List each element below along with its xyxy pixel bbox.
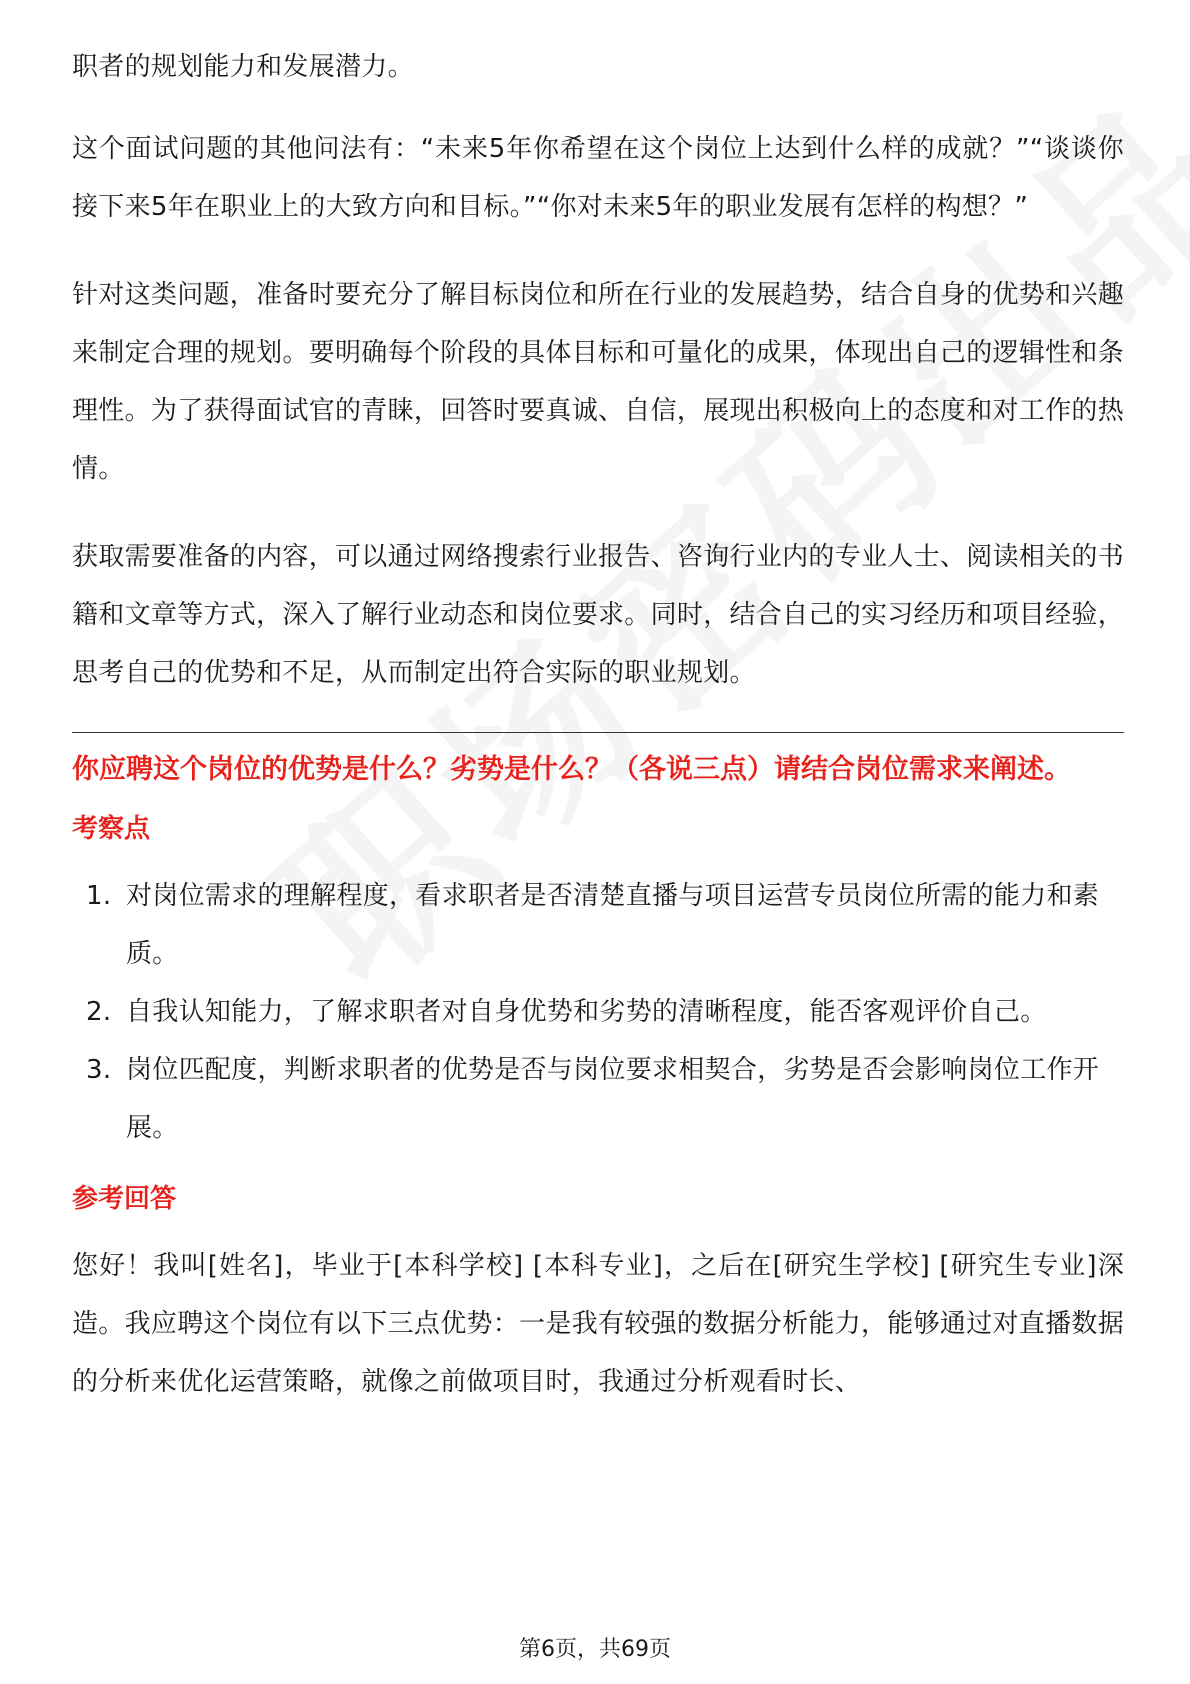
page-number: 第6页，共69页 — [519, 1637, 671, 1662]
exam-points-list — [72, 867, 1124, 1157]
section-divider — [72, 732, 1124, 733]
paragraph: 获取需要准备的内容，可以通过网络搜索行业报告、咨询行业内的专业人士、阅读相关的书籍和文章等方式，深入了解行业动态和岗位要求。同时，结合自己的实习经历和项目经验，思考自己的优势和不足，从而制定出符合实际的职业规划。 — [72, 542, 1125, 688]
list-item — [72, 867, 1124, 983]
paragraph: 针对这类问题，准备时要充分了解目标岗位和所在行业的发展趋势，结合自身的优势和兴趣来制定合理的规划。要明确每个阶段的具体目标和可量化的成果，体现出自己的逻辑性和条理性。为了获得面试官的青睐，回答时要真诚、自信，展现出积极向上的态度和对工作的热情。 — [72, 280, 1125, 484]
list-item — [72, 1041, 1124, 1157]
list-number: 1. — [86, 881, 112, 911]
question-title: 你应聘这个岗位的优势是什么？劣势是什么？（各说三点）请结合岗位需求来阐述。 — [72, 754, 1071, 785]
paragraph: 这个面试问题的其他问法有：“未来5年你希望在这个岗位上达到什么样的成就？”“谈谈你接下来5年在职业上的大致方向和目标。”“你对未来5年的职业发展有怎样的构想？” — [72, 134, 1124, 222]
list-item — [72, 983, 1124, 1041]
paragraph: 职者的规划能力和发展潜力。 — [72, 52, 414, 82]
answer-paragraph: 您好！我叫[姓名]，毕业于[本科学校] [本科专业]，之后在[研究生学校] [研究生专业]深造。我应聘这个岗位有以下三点优势：一是我有较强的数据分析能力，能够通过对直播数据的分析来优化运营策略，就像之前做项目时，我通过分析观看时长、 — [72, 1251, 1125, 1397]
answer-heading: 参考回答 — [72, 1184, 177, 1214]
list-item-text: 岗位匹配度，判断求职者的优势是否与岗位要求相契合，劣势是否会影响岗位工作开展。 — [126, 1055, 1100, 1143]
list-item-text: 对岗位需求的理解程度，看求职者是否清楚直播与项目运营专员岗位所需的能力和素质。 — [126, 881, 1100, 969]
document-page — [72, 38, 1124, 1441]
list-item-text: 自我认知能力，了解求职者对自身优势和劣势的清晰程度，能否客观评价自己。 — [126, 997, 1047, 1027]
list-number: 3. — [86, 1055, 112, 1085]
list-number: 2. — [86, 997, 112, 1027]
exam-points-heading: 考察点 — [72, 814, 151, 844]
